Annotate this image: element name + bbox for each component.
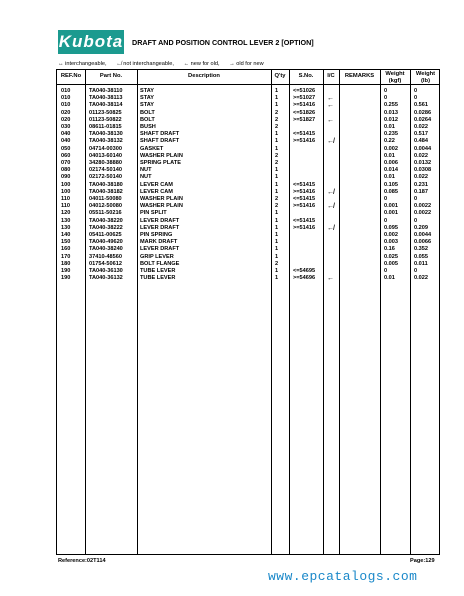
quantity: 1 <box>275 188 279 195</box>
part-no: 02174-50140 <box>89 167 122 174</box>
quantity: 1 <box>275 181 279 188</box>
table-row <box>57 182 439 189</box>
weight-lb: 0.0308 <box>414 167 432 174</box>
weight-lb: 0.0286 <box>414 109 432 116</box>
description: WASHER PLAIN <box>140 152 183 159</box>
weight-kgf: 0.006 <box>384 160 398 166</box>
kubota-logo: Kubota <box>58 30 124 54</box>
header-ic: I/C <box>327 73 335 79</box>
serial-no: >=54696 <box>293 275 316 282</box>
part-no: 08611-01815 <box>89 124 122 130</box>
description: PIN SPLIT <box>140 210 167 217</box>
table-row <box>57 167 439 174</box>
table-row <box>57 138 439 145</box>
part-no: TA040-38130 <box>89 131 123 138</box>
description: MARK DRAFT <box>140 239 178 246</box>
weight-kgf: 0.013 <box>384 109 398 116</box>
part-no: TA040-49620 <box>89 239 123 246</box>
weight-lb: 0.0132 <box>414 160 432 166</box>
quantity: 1 <box>275 174 279 181</box>
quantity: 1 <box>275 131 279 138</box>
table-row <box>57 218 439 225</box>
description: STAY <box>140 88 154 94</box>
part-no: 04013-60140 <box>89 152 122 159</box>
interchange-mark: ↚ <box>327 203 334 211</box>
table-row <box>57 88 439 95</box>
page-number: Page:129 <box>410 558 435 564</box>
ref-no: 060 <box>61 152 71 159</box>
quantity: 1 <box>275 88 279 94</box>
table-row <box>57 110 439 117</box>
quantity: 1 <box>275 210 279 217</box>
ref-no: 070 <box>61 160 71 166</box>
weight-lb: 0.484 <box>414 138 428 145</box>
table-row <box>57 174 439 181</box>
header-weight-kgf: Weight (kgf) <box>385 71 405 84</box>
description: SPRING PLATE <box>140 160 181 166</box>
description: STAY <box>140 95 154 102</box>
part-no: TA040-38113 <box>89 95 123 102</box>
header-part: Part No. <box>99 73 123 79</box>
description: BOLT FLANGE <box>140 260 180 267</box>
weight-kgf: 0.001 <box>384 210 398 217</box>
weight-kgf: 0.025 <box>384 253 398 260</box>
description: WASHER PLAIN <box>140 203 183 210</box>
serial-no: <=51415 <box>293 131 316 138</box>
description: GASKET <box>140 145 164 152</box>
part-no: TA040-38132 <box>89 138 123 145</box>
part-no: TA040-38110 <box>89 88 123 94</box>
part-no: TA040-38180 <box>89 181 123 188</box>
ref-no: 030 <box>61 124 71 130</box>
description: NUT <box>140 167 152 174</box>
description: BOLT <box>140 116 155 123</box>
weight-kgf: 0.01 <box>384 275 395 282</box>
description: NUT <box>140 174 152 181</box>
description: TUBE LEVER <box>140 268 176 274</box>
header-ref: REF.No <box>60 73 82 79</box>
weight-kgf: 0.01 <box>384 152 395 159</box>
weight-lb: 0.517 <box>414 131 428 138</box>
quantity: 1 <box>275 253 279 260</box>
weight-kgf: 0.014 <box>384 167 398 174</box>
part-no: TA040-38240 <box>89 246 123 253</box>
weight-lb: 0.561 <box>414 102 428 109</box>
interchange-mark: ← <box>327 275 334 283</box>
interchange-mark: ← <box>327 95 334 103</box>
quantity: 1 <box>275 217 279 224</box>
legend-old-for-new: → old for new <box>229 61 264 67</box>
part-no: TA040-38182 <box>89 188 123 195</box>
ref-no: 190 <box>61 275 71 282</box>
table-row <box>57 232 439 239</box>
weight-lb: 0.352 <box>414 246 428 253</box>
table-row <box>57 275 439 282</box>
weight-kgf: 0.003 <box>384 239 398 246</box>
table-row <box>57 268 439 275</box>
quantity: 2 <box>275 160 279 166</box>
weight-lb: 0.022 <box>414 152 428 159</box>
quantity: 1 <box>275 224 279 231</box>
weight-lb: 0.0044 <box>414 232 432 238</box>
weight-lb: 0.0044 <box>414 145 432 152</box>
table-row <box>57 124 439 131</box>
legend-interchangeable: ↔ interchangeable, <box>58 61 107 67</box>
description: GRIP LEVER <box>140 253 174 260</box>
ref-no: 010 <box>61 88 71 94</box>
quantity: 1 <box>275 138 279 145</box>
weight-kgf: 0.255 <box>384 102 398 109</box>
weight-kgf: 0 <box>384 217 388 224</box>
weight-kgf: 0.012 <box>384 116 398 123</box>
weight-kgf: 0 <box>384 95 388 102</box>
serial-no: <=51415 <box>293 196 316 202</box>
part-no: 02172-50140 <box>89 174 122 181</box>
part-no: TA040-38220 <box>89 217 123 224</box>
part-no: TA040-36132 <box>89 275 123 282</box>
table-row <box>57 117 439 124</box>
weight-kgf: 0.002 <box>384 232 398 238</box>
serial-no: >=51027 <box>293 95 316 102</box>
weight-kgf: 0.16 <box>384 246 395 253</box>
weight-lb: 0 <box>414 268 418 274</box>
parts-table <box>56 69 440 555</box>
header-qty: Q'ty <box>274 73 286 79</box>
weight-lb: 0.011 <box>414 260 428 267</box>
quantity: 2 <box>275 116 279 123</box>
description: LEVER CAM <box>140 188 173 195</box>
serial-no: >=51827 <box>293 116 316 123</box>
quantity: 1 <box>275 239 279 246</box>
header-sno: S.No. <box>298 73 314 79</box>
ref-no: 130 <box>61 217 71 224</box>
description: PIN SPRING <box>140 232 173 238</box>
quantity: 1 <box>275 246 279 253</box>
table-row <box>57 153 439 160</box>
serial-no: >=51416 <box>293 138 316 145</box>
serial-no: >=51416 <box>293 203 316 210</box>
table-row <box>57 189 439 196</box>
weight-lb: 0.0022 <box>414 203 432 210</box>
quantity: 1 <box>275 95 279 102</box>
part-no: 05411-00625 <box>89 232 122 238</box>
quantity: 1 <box>275 232 279 238</box>
description: LEVER DRAFT <box>140 246 180 253</box>
table-row <box>57 146 439 153</box>
weight-lb: 0 <box>414 95 418 102</box>
part-no: 37410-48560 <box>89 253 122 260</box>
table-row <box>57 210 439 217</box>
quantity: 1 <box>275 102 279 109</box>
serial-no: <=51415 <box>293 181 316 188</box>
reference-code: Reference:02T114 <box>58 558 106 564</box>
serial-no: <=51026 <box>293 88 316 94</box>
header-remarks: REMARKS <box>344 73 375 79</box>
ref-no: 040 <box>61 131 71 138</box>
legend-new-for-old: ← new for old, <box>183 61 220 67</box>
part-no: 04714-00300 <box>89 145 122 152</box>
interchange-mark: ← <box>327 116 334 124</box>
part-no: 04012-50080 <box>89 203 122 210</box>
quantity: 2 <box>275 260 279 267</box>
ref-no: 150 <box>61 239 71 246</box>
ref-no: 140 <box>61 232 71 238</box>
table-row <box>57 225 439 232</box>
ref-no: 110 <box>61 203 71 210</box>
serial-no: <=54695 <box>293 268 316 274</box>
ref-no: 130 <box>61 224 71 231</box>
weight-lb: 0.0264 <box>414 116 432 123</box>
table-row <box>57 102 439 109</box>
part-no: 34280-38880 <box>89 160 122 166</box>
weight-kgf: 0.095 <box>384 224 398 231</box>
table-row <box>57 95 439 102</box>
description: SHAFT DRAFT <box>140 131 180 138</box>
part-no: 04011-50080 <box>89 196 122 202</box>
quantity: 1 <box>275 268 279 274</box>
ref-no: 190 <box>61 268 71 274</box>
table-row <box>57 239 439 246</box>
part-no: 01123-50822 <box>89 116 122 123</box>
description: WASHER PLAIN <box>140 196 183 202</box>
ref-no: 020 <box>61 116 71 123</box>
part-no: 01123-50825 <box>89 109 122 116</box>
weight-kgf: 0.085 <box>384 188 398 195</box>
part-no: TA040-36130 <box>89 268 123 274</box>
ref-no: 010 <box>61 95 71 102</box>
ref-no: 170 <box>61 253 71 260</box>
serial-no: >=51416 <box>293 188 316 195</box>
table-row <box>57 160 439 167</box>
part-no: 01754-50612 <box>89 260 122 267</box>
description: LEVER DRAFT <box>140 224 180 231</box>
ref-no: 180 <box>61 260 71 267</box>
weight-lb: 0 <box>414 196 418 202</box>
quantity: 2 <box>275 203 279 210</box>
description: LEVER CAM <box>140 181 173 188</box>
description: BUSH <box>140 124 156 130</box>
weight-lb: 0.187 <box>414 188 428 195</box>
table-row <box>57 254 439 261</box>
weight-kgf: 0.01 <box>384 174 395 181</box>
ref-no: 160 <box>61 246 71 253</box>
weight-kgf: 0 <box>384 268 388 274</box>
watermark-text: www.epcatalogs.com <box>268 569 418 584</box>
description: LEVER DRAFT <box>140 217 180 224</box>
ref-no: 090 <box>61 174 71 181</box>
header-weight-lb: Weight (lb) <box>415 71 436 84</box>
part-no: TA040-38222 <box>89 224 123 231</box>
part-no: 05511-50216 <box>89 210 122 217</box>
legend-not-interchangeable: ↚ not interchangeable, <box>116 61 174 67</box>
ref-no: 120 <box>61 210 71 217</box>
table-row <box>57 131 439 138</box>
weight-kgf: 0.005 <box>384 260 398 267</box>
quantity: 1 <box>275 275 279 282</box>
ref-no: 020 <box>61 109 71 116</box>
weight-kgf: 0.002 <box>384 145 398 152</box>
quantity: 2 <box>275 124 279 130</box>
ref-no: 040 <box>61 138 71 145</box>
interchange-mark: ↚ <box>327 138 334 146</box>
ref-no: 080 <box>61 167 71 174</box>
weight-kgf: 0.105 <box>384 181 398 188</box>
ref-no: 010 <box>61 102 71 109</box>
description: SHAFT DRAFT <box>140 138 180 145</box>
serial-no: <=51415 <box>293 217 316 224</box>
table-row <box>57 196 439 203</box>
interchange-mark: ↚ <box>327 224 334 232</box>
weight-lb: 0.022 <box>414 174 428 181</box>
weight-kgf: 0.001 <box>384 203 398 210</box>
description: STAY <box>140 102 154 109</box>
interchange-mark: ← <box>327 102 334 110</box>
weight-lb: 0.055 <box>414 253 428 260</box>
weight-kgf: 0.235 <box>384 131 398 138</box>
weight-lb: 0.209 <box>414 224 428 231</box>
interchange-mark: ↚ <box>327 188 334 196</box>
serial-no: >=51416 <box>293 102 316 109</box>
interchange-legend <box>58 61 272 67</box>
header-description: Description <box>188 73 220 79</box>
serial-no: <=51826 <box>293 109 316 116</box>
weight-kgf: 0 <box>384 88 388 94</box>
table-row <box>57 261 439 268</box>
ref-no: 110 <box>61 196 71 202</box>
table-row <box>57 246 439 253</box>
weight-kgf: 0 <box>384 196 388 202</box>
ref-no: 100 <box>61 181 71 188</box>
quantity: 2 <box>275 109 279 116</box>
weight-lb: 0.022 <box>414 124 428 130</box>
part-no: TA040-38114 <box>89 102 123 109</box>
description: TUBE LEVER <box>140 275 176 282</box>
table-row <box>57 203 439 210</box>
weight-lb: 0.0022 <box>414 210 432 217</box>
weight-kgf: 0.22 <box>384 138 395 145</box>
description: BOLT <box>140 109 155 116</box>
ref-no: 050 <box>61 145 71 152</box>
page-title: DRAFT AND POSITION CONTROL LEVER 2 [OPTION] <box>132 38 314 47</box>
quantity: 1 <box>275 167 279 174</box>
weight-kgf: 0.01 <box>384 124 395 130</box>
ref-no: 100 <box>61 188 71 195</box>
weight-lb: 0.0066 <box>414 239 432 246</box>
quantity: 2 <box>275 152 279 159</box>
weight-lb: 0.231 <box>414 181 428 188</box>
weight-lb: 0.022 <box>414 275 428 282</box>
quantity: 1 <box>275 145 279 152</box>
quantity: 2 <box>275 196 279 202</box>
serial-no: >=51416 <box>293 224 316 231</box>
weight-lb: 0 <box>414 217 418 224</box>
weight-lb: 0 <box>414 88 418 94</box>
